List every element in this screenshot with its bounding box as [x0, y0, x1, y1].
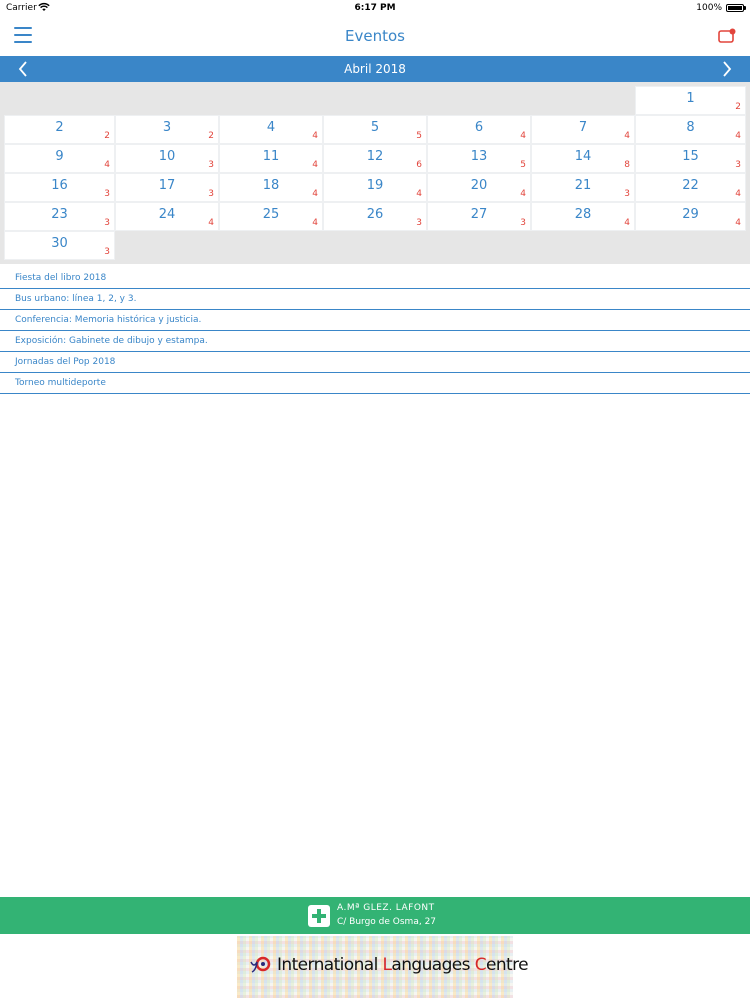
- ad-text-part3: entre: [485, 955, 528, 975]
- event-count-badge: 4: [312, 189, 318, 199]
- day-number: 11: [262, 149, 280, 164]
- event-list: [0, 268, 750, 394]
- notifications-icon[interactable]: [718, 28, 736, 44]
- day-number: 17: [158, 178, 176, 193]
- ad-logo-icon: [249, 954, 271, 976]
- nav-bar: [0, 16, 750, 56]
- day-number: 26: [366, 207, 384, 222]
- day-number: 12: [366, 149, 384, 164]
- event-count-badge: 2: [735, 102, 741, 112]
- day-number: 9: [55, 149, 64, 164]
- month-header: [0, 56, 750, 82]
- day-number: 21: [574, 178, 592, 193]
- event-count-badge: 4: [735, 131, 741, 141]
- day-number: 18: [262, 178, 280, 193]
- calendar-day[interactable]: [4, 173, 115, 202]
- calendar-day[interactable]: [115, 115, 219, 144]
- day-number: 2: [55, 120, 64, 135]
- calendar-day[interactable]: [219, 202, 323, 231]
- day-number: 25: [262, 207, 280, 222]
- event-count-badge: 3: [208, 160, 214, 170]
- day-number: 27: [470, 207, 488, 222]
- event-count-badge: 5: [416, 131, 422, 141]
- day-number: 8: [686, 120, 695, 135]
- day-number: 14: [574, 149, 592, 164]
- day-number: 23: [51, 207, 68, 222]
- day-number: 15: [682, 149, 699, 164]
- event-list-item[interactable]: Fiesta del libro 2018: [0, 268, 750, 289]
- ad-text-c: C: [474, 955, 486, 975]
- calendar-day[interactable]: [4, 144, 115, 173]
- calendar-day[interactable]: [219, 173, 323, 202]
- event-list-item[interactable]: Exposición: Gabinete de dibujo y estampa.: [0, 331, 750, 352]
- event-count-badge: 4: [104, 160, 110, 170]
- event-count-badge: 4: [520, 189, 526, 199]
- next-month-chevron-icon[interactable]: [716, 59, 736, 79]
- day-number: 1: [686, 91, 695, 106]
- event-count-badge: 3: [104, 247, 110, 257]
- event-count-badge: 4: [312, 218, 318, 228]
- day-number: 7: [578, 120, 588, 135]
- calendar-day[interactable]: [115, 144, 219, 173]
- status-bar: [0, 0, 750, 16]
- event-list-item[interactable]: Bus urbano: línea 1, 2, y 3.: [0, 289, 750, 310]
- carrier-label: Carrier: [6, 3, 37, 13]
- pharmacy-cross-icon: [308, 905, 330, 927]
- day-number: 6: [474, 120, 484, 135]
- ad-text-part1: International: [277, 955, 383, 975]
- calendar-day[interactable]: [219, 115, 323, 144]
- ad-banner[interactable]: [237, 936, 528, 998]
- event-count-badge: 5: [520, 160, 526, 170]
- event-count-badge: 4: [735, 218, 741, 228]
- calendar-day[interactable]: [4, 231, 115, 260]
- calendar-day[interactable]: [531, 144, 635, 173]
- battery-tip: [744, 6, 746, 10]
- clock: 6:17 PM: [354, 3, 396, 13]
- calendar-day[interactable]: [427, 202, 531, 231]
- ad-text-l: L: [382, 955, 392, 975]
- calendar-day[interactable]: [115, 173, 219, 202]
- day-number: 3: [162, 120, 172, 135]
- day-number: 30: [51, 236, 68, 251]
- event-count-badge: 8: [624, 160, 630, 170]
- pharmacy-name: A.Mª GLEZ. LAFONT: [337, 903, 435, 913]
- day-number: 5: [370, 120, 380, 135]
- calendar-grid: [0, 82, 750, 264]
- event-list-item[interactable]: Jornadas del Pop 2018: [0, 352, 750, 373]
- calendar-day[interactable]: [635, 202, 746, 231]
- event-count-badge: 4: [312, 131, 318, 141]
- day-number: 19: [366, 178, 384, 193]
- day-number: 29: [682, 207, 699, 222]
- calendar-day[interactable]: [635, 115, 746, 144]
- event-count-badge: 3: [208, 189, 214, 199]
- calendar-day[interactable]: [427, 144, 531, 173]
- battery-percent: 100%: [696, 3, 722, 13]
- event-count-badge: 2: [104, 131, 110, 141]
- event-count-badge: 3: [735, 160, 741, 170]
- event-count-badge: 4: [520, 131, 526, 141]
- day-number: 4: [266, 120, 276, 135]
- event-count-badge: 3: [104, 189, 110, 199]
- battery-icon: [726, 4, 744, 12]
- calendar-day[interactable]: [635, 173, 746, 202]
- event-count-badge: 3: [520, 218, 526, 228]
- event-count-badge: 4: [208, 218, 214, 228]
- event-count-badge: 4: [624, 131, 630, 141]
- calendar-day[interactable]: [531, 202, 635, 231]
- calendar-day[interactable]: [635, 144, 746, 173]
- day-number: 20: [470, 178, 488, 193]
- calendar-day[interactable]: [4, 115, 115, 144]
- month-title: Abril 2018: [344, 62, 406, 76]
- event-count-badge: 2: [208, 131, 214, 141]
- calendar-day[interactable]: [323, 144, 427, 173]
- day-number: 13: [470, 149, 488, 164]
- calendar-day[interactable]: [4, 202, 115, 231]
- event-list-item[interactable]: Conferencia: Memoria histórica y justicia.: [0, 310, 750, 331]
- calendar-day[interactable]: [323, 173, 427, 202]
- day-number: 10: [158, 149, 176, 164]
- calendar-day[interactable]: [323, 115, 427, 144]
- calendar-day[interactable]: [635, 86, 746, 115]
- calendar-day[interactable]: [323, 202, 427, 231]
- event-count-badge: 4: [624, 218, 630, 228]
- page-title: Eventos: [345, 27, 405, 45]
- event-count-badge: 6: [416, 160, 422, 170]
- event-count-badge: 3: [624, 189, 630, 199]
- event-count-badge: 4: [735, 189, 741, 199]
- day-number: 22: [682, 178, 699, 193]
- calendar-day[interactable]: [219, 144, 323, 173]
- calendar-day[interactable]: [427, 173, 531, 202]
- pharmacy-banner[interactable]: [0, 897, 750, 934]
- event-count-badge: 4: [416, 189, 422, 199]
- calendar-day[interactable]: [531, 173, 635, 202]
- calendar-day[interactable]: [427, 115, 531, 144]
- calendar-day[interactable]: [115, 202, 219, 231]
- event-count-badge: 4: [312, 160, 318, 170]
- calendar-day[interactable]: [531, 115, 635, 144]
- event-count-badge: 3: [416, 218, 422, 228]
- event-list-item[interactable]: Torneo multideporte: [0, 373, 750, 394]
- event-count-badge: 3: [104, 218, 110, 228]
- pharmacy-address: C/ Burgo de Osma, 27: [337, 917, 437, 927]
- day-number: 24: [158, 207, 176, 222]
- day-number: 16: [51, 178, 68, 193]
- ad-text-part2: anguages: [391, 955, 475, 975]
- day-number: 28: [574, 207, 592, 222]
- ad-text: [277, 955, 528, 975]
